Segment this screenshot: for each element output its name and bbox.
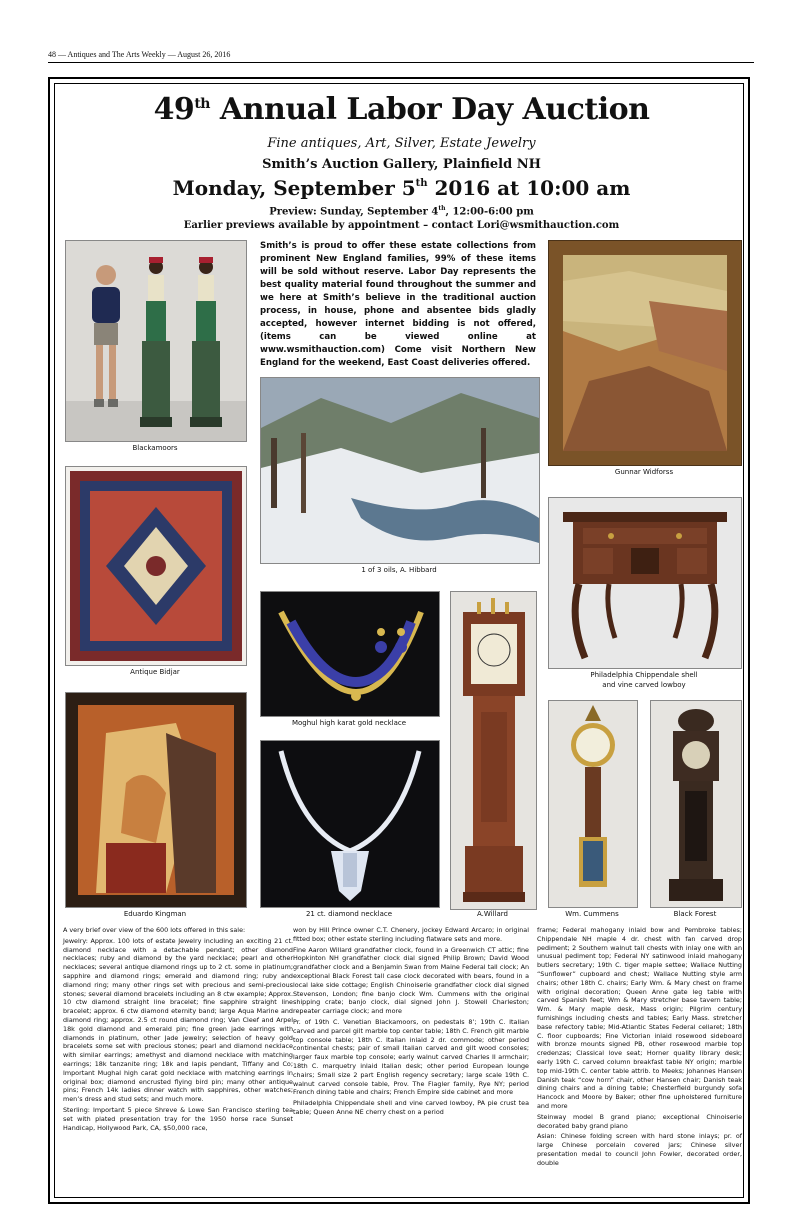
caption-lowboy-1: Philadelphia Chippendale shell bbox=[590, 671, 698, 679]
caption-bidjar: Antique Bidjar bbox=[130, 668, 180, 676]
title-superscript: th bbox=[194, 96, 210, 112]
col2-p1: won by Hill Prince owner C.T. Chenery, jockey Edward Arcaro; in original fitted box; other estate sterling including flatware sets and more. bbox=[293, 926, 529, 943]
auction-date bbox=[0, 176, 803, 200]
ad-title bbox=[0, 92, 803, 127]
title-number: 49 bbox=[153, 92, 195, 127]
caption-widforss: Gunnar Widforss bbox=[614, 468, 674, 476]
text-column-3 bbox=[537, 926, 742, 1170]
photo-moghul bbox=[260, 591, 440, 717]
photo-diamond bbox=[260, 740, 440, 908]
photo-lowboy bbox=[548, 497, 742, 669]
earlier-previews: Earlier previews available by appointment – contact Lori@wsmithauction.com bbox=[183, 220, 620, 231]
date-pre: Monday, September 5 bbox=[172, 176, 416, 200]
title-text: Annual Labor Day Auction bbox=[209, 92, 650, 127]
running-header: 48 — Antiques and The Arts Weekly — August 26, 2016 bbox=[48, 50, 231, 59]
preview-line bbox=[0, 205, 803, 217]
photo-cummens bbox=[548, 700, 638, 908]
photo-blackforest bbox=[650, 700, 742, 908]
caption-kingman: Eduardo Kingman bbox=[123, 910, 187, 918]
caption-diamond: 21 ct. diamond necklace bbox=[305, 910, 393, 918]
col2-p2: Fine Aaron Willard grandfather clock, found in a Greenwich CT attic; fine Hopkinton NH grandfather clock dial signed Philip Brown; David Wood grandfather clock and a Benjamin Swan from Maine Federal tall clock; An exceptional Black Forest tall case clock decorated with bears, found in a local lake side cottage; English Chinoiserie grandfather clock dial signed Stevenson, London; fine banjo clock Wm. Cummens with the original shipping crate; banjo clock, dial signed John J. Stowell Charleston; repeater carriage clock; and more bbox=[293, 945, 529, 1016]
preview-post: , 12:00-6:00 pm bbox=[445, 206, 534, 218]
col2-p3: Pr. of 19th C. Venetian Blackamoors, on pedestals 8’; 19th C. Italian carved and parcel gilt marble top center table; 18th C. French gilt marble top console table; 18th C. Italian inlaid 2 dr. commode; other period continental chests; pair of small Italian carved and gilt wood consoles; larger faux marble top console; early walnut carved Charles II armchair; 18th C. marquetry inlaid Italian desk; other period European lounge chairs; Small size 2 part English regency secretary; large scale 19th C. walnut carved console table, Prov. The Flagler family, Rye NY; period French dining table and chairs; French Empire side cabinet and more bbox=[293, 1017, 529, 1097]
caption-moghul: Moghul high karat gold necklace bbox=[291, 719, 407, 727]
caption-blackamoors: Blackamoors bbox=[132, 444, 178, 452]
subtitle: Fine antiques, Art, Silver, Estate Jewelry bbox=[267, 136, 536, 151]
caption-blackforest: Black Forest bbox=[673, 910, 717, 918]
date-sup: th bbox=[415, 178, 428, 189]
gallery-name: Smith’s Auction Gallery, Plainfield NH bbox=[262, 157, 541, 172]
col1-p1: A very brief over view of the 600 lots offered in this sale: bbox=[63, 926, 246, 934]
header-rule bbox=[48, 62, 754, 63]
col2-p4: Philadelphia Chippendale shell and vine carved lowboy, PA pie crust tea table; Queen Anne NE cherry chest on a period bbox=[293, 1099, 529, 1116]
col1-p2: Jewelry: Approx. 100 lots of estate Jewelry including an exciting 21 ct. diamond necklace with a detachable pendant; other diamond necklaces; ruby and diamond by the yard necklace; pearl and other necklaces; several antique diamond rings up to 2 ct. some in platinum; sapphire and diamond rings; emerald and diamond ring; ruby and diamond ring; many other rings set with precious and semi-precious stones; several diamond bracelets including an 8 ctw example; Approx. 10 ctw diamond straight line bracelet; fine sapphire straight line bracelet; approx. 6 ctw diamond eternity band; large Aqua Marine and diamond ring; approx. 2.5 ct round diamond ring; Van Cleef and Arpel 18k gold diamond and emerald pin; fine green jade earrings with diamonds in platinum, other Jade jewelry; selection of heavy gold bracelets some set with precious stones; pearl and diamond necklace with similar earrings; amethyst and diamond necklace with matching earrings; 18k tanzanite ring; 18k and lapis pendant, Tiffany and Co; Important Mughal high carat gold necklace with matching earrings in original box; diamond encrusted flying bird pin; many other antique pins; French 14k ladies dinner watch with sapphires, other watches; men’s dress and stud sets; and much more. bbox=[63, 936, 293, 1104]
photo-hibbard bbox=[260, 377, 540, 564]
intro-paragraph: Smith’s is proud to offer these estate collections from prominent New England families, 99% of these items will be sold without reserve. Labor Day represents the best quality material found throughout the summer and we here at Smith’s believe in the traditional auction process, in house, phone and absentee bids gladly accepted, however internet bidding is not offered, (items can be viewed online at www.wsmithauction.com) Come visit Northern New England for the weekend, East Coast deliveries offered. bbox=[260, 241, 536, 368]
col1-p3: Sterling: Important 5 piece Shreve & Lowe San Francisco sterling tea set with plated presentation tray for the 1950 horse race Sunset Handicap, Hollywood Park, CA, $50,000 race, bbox=[63, 1105, 293, 1132]
photo-blackamoors bbox=[65, 240, 247, 442]
col3-p2: Steinway model B grand piano; exceptional Chinoiserie decorated baby grand piano bbox=[537, 1112, 742, 1130]
photo-bidjar bbox=[65, 466, 247, 666]
text-column-1 bbox=[63, 926, 293, 1134]
photo-widforss bbox=[548, 240, 742, 466]
photo-kingman bbox=[65, 692, 247, 908]
caption-willard: A.Willard bbox=[477, 910, 508, 918]
text-column-2 bbox=[293, 926, 529, 1119]
photo-willard bbox=[450, 591, 537, 910]
caption-lowboy-2: and vine carved lowboy bbox=[602, 681, 686, 689]
preview-sup: th bbox=[438, 205, 446, 212]
preview-pre: Preview: Sunday, September 4 bbox=[269, 206, 439, 218]
col3-p3: Asian: Chinese folding screen with hard stone inlays; pr. of large Chinese porcelain covered jars; Chinese silver presentation medal to council John Fowler, decorated order, double bbox=[537, 1132, 742, 1167]
date-post: 2016 at 10:00 am bbox=[427, 176, 631, 200]
caption-cummens: Wm. Cummens bbox=[565, 910, 619, 918]
col3-p1: frame; Federal mahogany inlaid bow and Pembroke tables; Chippendale NH maple 4 dr. chest with fan carved drop pediment; 2 Southern walnut tall chests with inlay one with an unusual pediment top; Federal NY satinwood inlaid mahogany butlers secretary; 19th C. tiger maple settee; Wallace Nutting “Sunflower” cupboard and chest; Wallace Nutting style arm chairs; other 18th C. chairs; Early Wm. & Mary chest on frame with original decoration; Queen Anne gate leg table with carved Spanish feet; Wm & Mary stretcher base tavern table; Wm. & Mary maple desk, Mass origin; Pilgrim century furnishings including chests and tables; Early Mass. stretcher base refectory table; Mid-Atlantic States Federal cellaret; 18th C. floor cupboards; Fine Victorian inlaid rosewood sideboard with bronze mounts signed PB, other rosewood marble top credenzas; Classical love seat; Horner quality library desk; early 19th C. carved column breakfast table NY origin; marble top mid-19th C. center table attrib. to Meeks; Johannes Hansen Danish teak “cow horn” chair, other Hansen chair; Danish teak dining chairs and a dining table; Chesterfield burgundy sofa Hancock and Moore by Baker; other fine upholstered furniture and more bbox=[537, 926, 742, 1110]
caption-hibbard: 1 of 3 oils, A. Hibbard bbox=[361, 566, 437, 574]
